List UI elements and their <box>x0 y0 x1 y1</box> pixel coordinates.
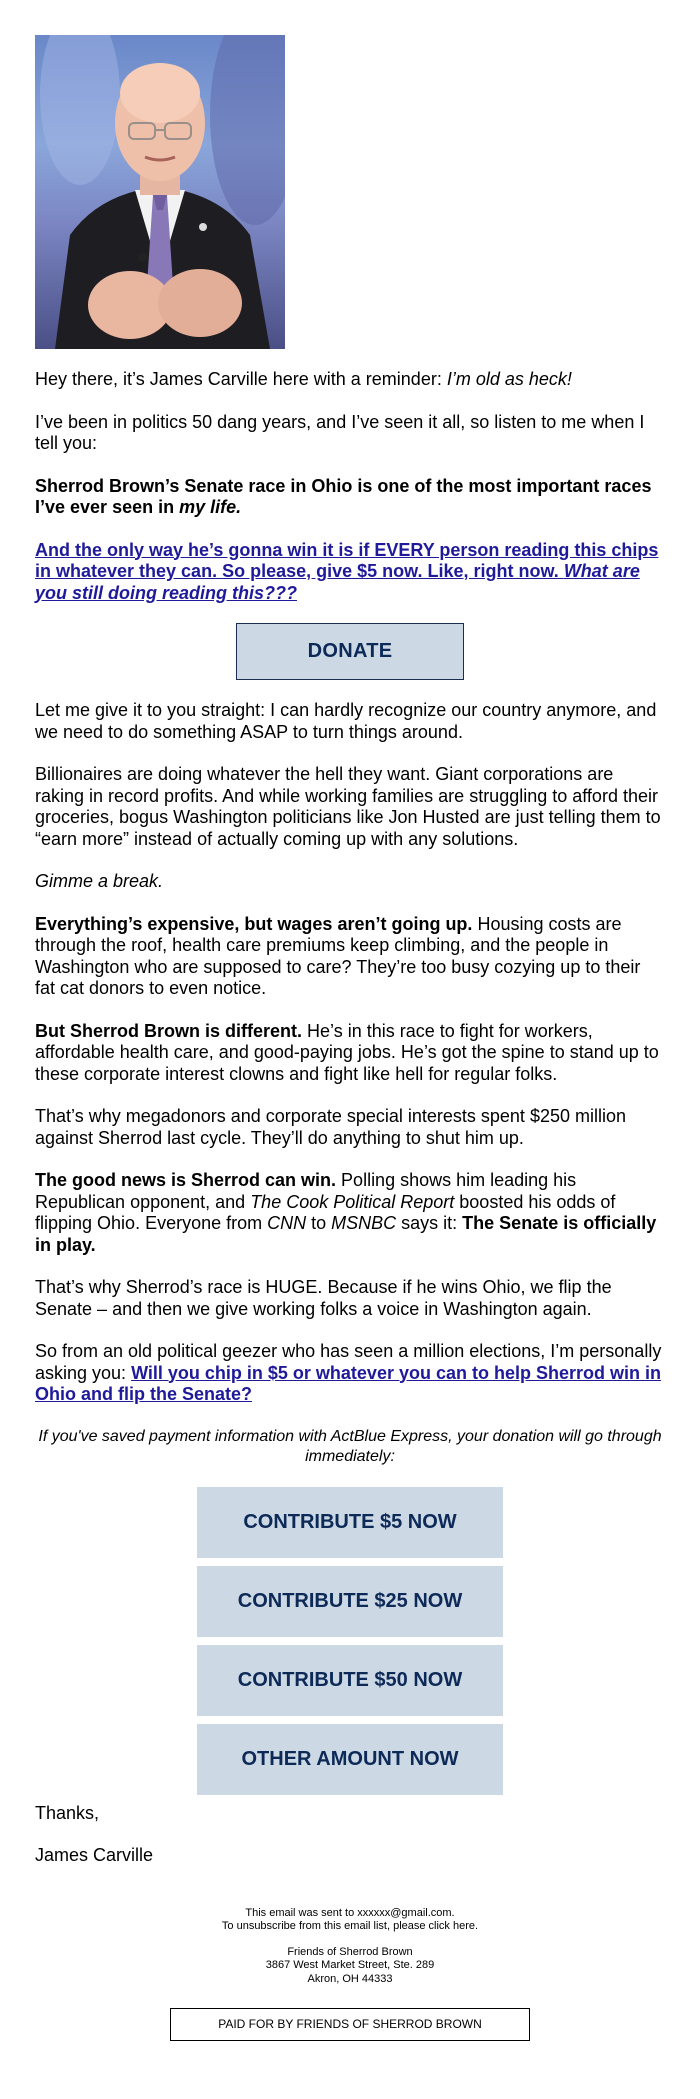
race-statement-bold: Sherrod Brown’s Senate race in Ohio is one of the most important races I’ve ever seen in <box>35 475 652 517</box>
greeting-paragraph <box>35 369 665 391</box>
cnn-text: CNN <box>267 1213 307 1233</box>
huge-paragraph: That’s why Sherrod’s race is HUGE. Because if he wins Ohio, we flip the Senate – and then we give working folks a voice in Washington again. <box>35 1277 612 1319</box>
senate-in-play-bold: The Senate is officially in play. <box>35 1213 657 1255</box>
final-ask-text: So from an old political geezer who has seen a million elections, I’m personally asking you: <box>35 1341 662 1383</box>
donate-button[interactable]: DONATE <box>236 623 464 680</box>
race-statement-italic: my life. <box>179 497 242 517</box>
greeting-text: Hey there, it’s James Carville here with a reminder: <box>35 369 447 389</box>
good-news-paragraph <box>35 1170 665 1256</box>
race-statement-paragraph <box>35 476 665 519</box>
different-text: He’s in this race to fight for workers, affordable health care, and good-paying jobs. He’s got the spine to stand up to these corporate interest clowns and fight like hell for regular folks. <box>35 1020 659 1084</box>
unsubscribe-link[interactable]: To unsubscribe from this email list, please click here. <box>221 1920 479 1932</box>
paid-for-disclaimer: PAID FOR BY FRIENDS OF SHERROD BROWN <box>170 2008 530 2041</box>
contribute-buttons <box>35 1487 665 1795</box>
chip-in-link-text: And the only way he’s gonna win it is if EVERY person reading this chips in whatever they can. So please, give $5 now. Like, right now. <box>35 539 659 581</box>
thanks-text: Thanks, <box>35 1802 100 1823</box>
greeting-emphasis: I’m old as heck! <box>446 369 572 389</box>
sent-to-text: This email was sent to xxxxxx@gmail.com. <box>245 1906 455 1919</box>
ask-paragraph <box>35 540 665 605</box>
good-news-text-3: to <box>306 1213 332 1233</box>
portrait-illustration <box>35 35 285 349</box>
email-footer <box>35 1907 665 1987</box>
signature-name: James Carville <box>35 1845 154 1865</box>
chip-in-link[interactable] <box>35 540 658 603</box>
org-name: Friends of Sherrod Brown <box>287 1945 413 1958</box>
contribute-25-button[interactable]: CONTRIBUTE $25 NOW <box>197 1566 503 1637</box>
good-news-text-2: boosted his odds of flipping Ohio. Everyone from <box>35 1191 616 1233</box>
org-city: Akron, OH 44333 <box>307 1972 393 1985</box>
good-news-text-1: Polling shows him leading his Republican opponent, and <box>35 1170 577 1212</box>
contribute-5-button[interactable]: CONTRIBUTE $5 NOW <box>197 1487 503 1558</box>
contribute-50-button[interactable]: CONTRIBUTE $50 NOW <box>197 1645 503 1716</box>
different-paragraph <box>35 1021 665 1086</box>
donate-button-row <box>35 623 665 680</box>
different-bold: But Sherrod Brown is different. <box>35 1020 303 1041</box>
good-news-bold: The good news is Sherrod can win. <box>35 1170 337 1190</box>
email-content <box>35 35 665 2041</box>
billionaires-paragraph: Billionaires are doing whatever the hell they want. Giant corporations are raking in record profits. And while working families are struggling to afford their groceries, bogus Washington politicians like Jon Husted are just telling them to “earn more” instead of actually coming up with any solutions. <box>35 764 661 849</box>
actblue-note: If you've saved payment information with ActBlue Express, your donation will go through immediately: <box>38 1427 662 1465</box>
good-news-text-4: says it: <box>396 1213 463 1233</box>
expensive-bold: Everything’s expensive, but wages aren’t going up. <box>35 913 473 934</box>
other-amount-button[interactable]: OTHER AMOUNT NOW <box>197 1724 503 1795</box>
intro-paragraph: I’ve been in politics 50 dang years, and I’ve seen it all, so listen to me when I tell you: <box>35 411 645 453</box>
expensive-paragraph <box>35 914 665 1000</box>
expensive-text: Housing costs are through the roof, health care premiums keep climbing, and the people in Washington who are supposed to care? They’re too busy cozying up to their fat cat donors to even notice. <box>35 913 641 998</box>
straight-paragraph: Let me give it to you straight: I can hardly recognize our country anymore, and we need to do something ASAP to turn things around. <box>35 700 657 742</box>
gimme-text: Gimme a break. <box>35 871 164 891</box>
org-street: 3867 West Market Street, Ste. 289 <box>265 1959 435 1971</box>
chip-in-link-italic: What are you still doing reading this??? <box>35 561 640 603</box>
flip-senate-link[interactable]: Will you chip in $5 or whatever you can to help Sherrod win in Ohio and flip the Senate? <box>35 1362 661 1404</box>
final-ask-paragraph <box>35 1341 665 1406</box>
msnbc-text: MSNBC <box>331 1213 397 1233</box>
cook-report-text: The Cook Political Report <box>250 1191 455 1212</box>
megadonors-paragraph: That’s why megadonors and corporate special interests spent $250 million against Sherrod last cycle. They’ll do anything to shut him up. <box>35 1106 626 1148</box>
gimme-paragraph <box>35 871 665 893</box>
james-carville-photo <box>35 35 285 349</box>
